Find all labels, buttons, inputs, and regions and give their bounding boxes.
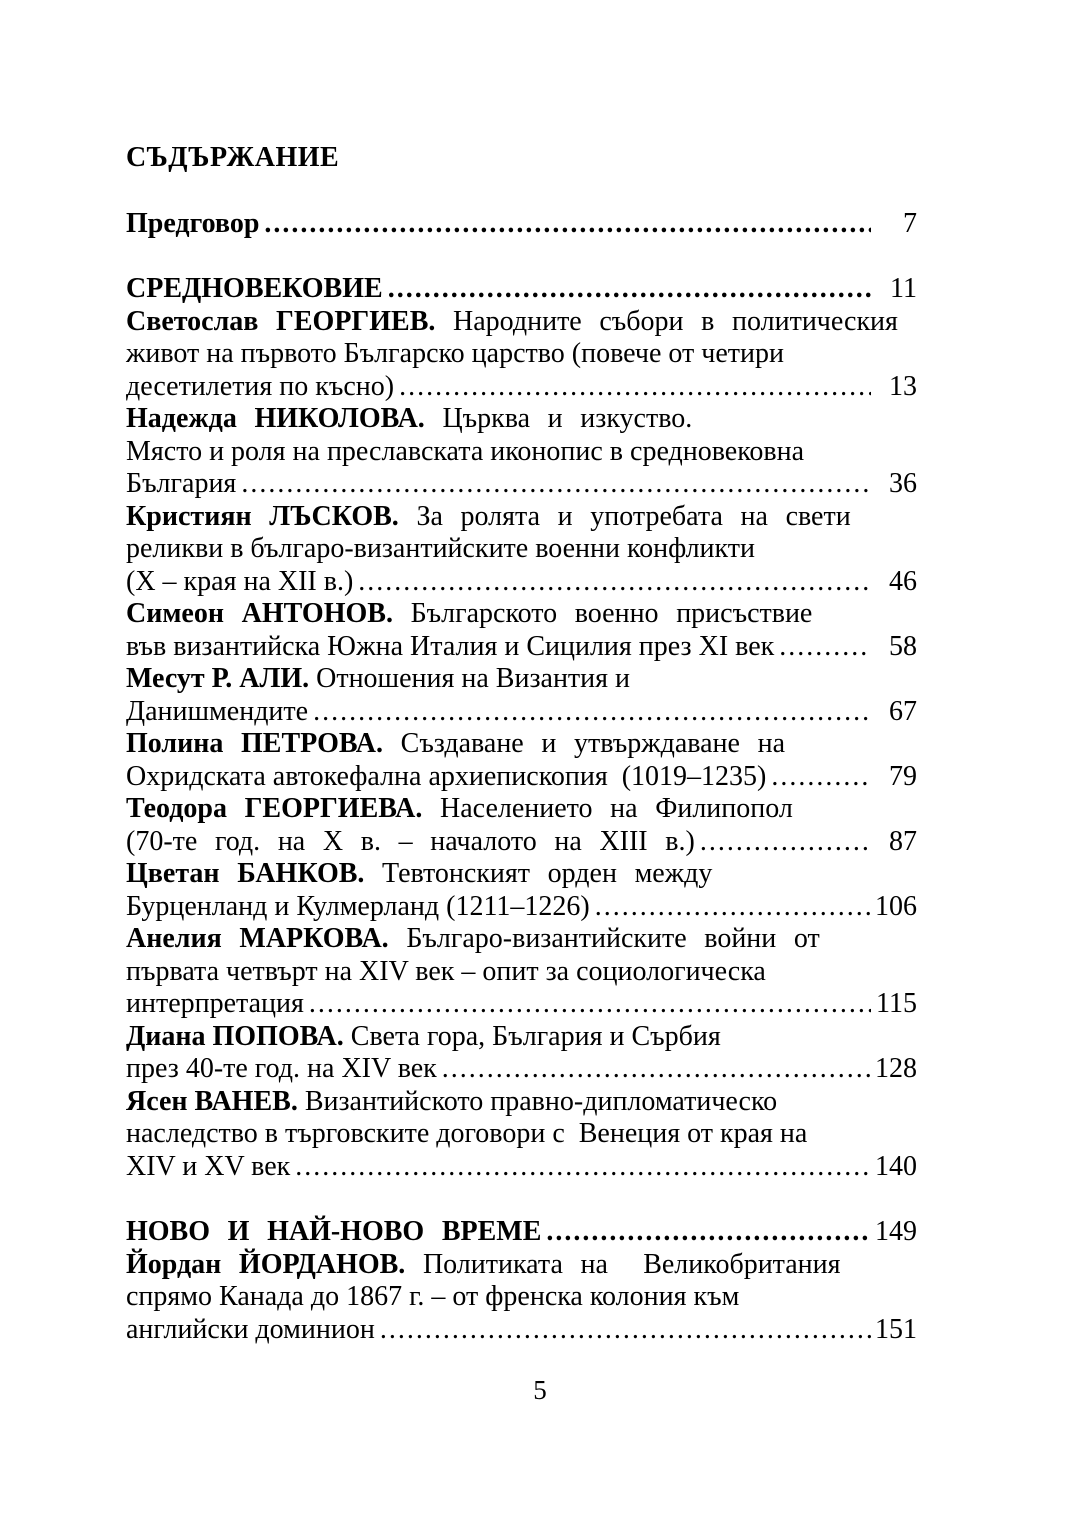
toc-line: [126, 631, 917, 664]
toc-page-number: 140: [875, 1150, 917, 1182]
toc-line-text: За ролята и употребата на свети: [398, 500, 851, 532]
toc-article-row: [126, 1086, 917, 1184]
toc-line: [126, 273, 917, 306]
toc-section-row: [126, 208, 917, 241]
toc-page-number: 79: [889, 760, 917, 792]
dot-leader: [399, 371, 871, 404]
page-title: СЪДЪРЖАНИЕ: [126, 142, 340, 173]
toc-line: [126, 1053, 917, 1086]
toc-article-row: [126, 923, 917, 1021]
toc-line: [126, 891, 917, 924]
toc-line-text: Бурценланд и Кулмерланд (1211–1226): [126, 890, 590, 922]
toc-line: [126, 306, 917, 339]
dot-leader: [700, 826, 871, 859]
toc-author-name: Анелия МАРКОВА.: [126, 923, 389, 954]
toc-line: [126, 1086, 917, 1119]
toc-line-text: Света гора, България и Сърбия: [343, 1020, 721, 1052]
dot-leader: [380, 1314, 871, 1347]
toc-page-number: 115: [876, 988, 917, 1019]
dot-leader: [264, 208, 871, 241]
toc-line-text: (X – края на XII в.): [126, 565, 354, 597]
toc-article-row: [126, 858, 917, 923]
dot-leader: [595, 891, 871, 924]
dot-leader: [295, 1151, 871, 1184]
toc-article-row: [126, 728, 917, 793]
toc-line-text: Населението на Филипопол: [422, 793, 793, 824]
dot-leader: [241, 468, 871, 501]
toc-section-label: НОВО И НАЙ-НОВО ВРЕМЕ: [126, 1216, 542, 1247]
toc-line-text: Охридската автокефална архиепископия (1019–1235): [126, 760, 767, 792]
toc-line-text: английски доминион: [126, 1313, 375, 1345]
toc-line: [126, 1021, 917, 1054]
dot-leader: [779, 631, 871, 664]
toc-line: [126, 566, 917, 599]
toc-content: [126, 142, 917, 1346]
toc-author-name: Йордан ЙОРДАНОВ.: [126, 1248, 406, 1280]
dot-leader: [442, 1053, 871, 1086]
toc-line: [126, 923, 917, 956]
toc-author-name: Симеон АНТОНОВ.: [126, 598, 393, 629]
toc-line-text: Тевтонският орден между: [364, 858, 713, 889]
toc-author-name: Диана ПОПОВА.: [126, 1020, 344, 1052]
toc-article-row: [126, 501, 917, 599]
toc-line: [126, 403, 917, 436]
toc-line: [126, 1281, 917, 1314]
toc-page-number: 36: [889, 468, 917, 499]
toc-line-text: Народните събори в политическия: [435, 305, 898, 337]
toc-line: [126, 761, 917, 794]
toc-section-label: Предговор: [126, 207, 260, 239]
toc-page-number: 67: [889, 695, 917, 727]
toc-article-row: [126, 403, 917, 501]
toc-author-name: Цветан БАНКОВ.: [126, 858, 365, 889]
toc-author-name: Полина ПЕТРОВА.: [126, 728, 384, 759]
toc-line: [126, 793, 917, 826]
toc-page-number: 106: [875, 890, 917, 922]
toc-line-text: XIV и XV век: [126, 1150, 291, 1182]
dot-leader: [358, 566, 871, 599]
toc-line: [126, 338, 917, 371]
page-footer-number: 5: [533, 1375, 547, 1405]
toc-line-text: през 40-те год. на XIV век: [126, 1053, 437, 1084]
toc-line: [126, 663, 917, 696]
toc-line: [126, 826, 917, 859]
toc-line: [126, 728, 917, 761]
toc-line-text: реликви в българо-византийските военни конфликти: [126, 533, 755, 564]
toc-line: [126, 501, 917, 534]
toc-page-number: 151: [875, 1313, 917, 1345]
toc-page-number: 149: [875, 1216, 917, 1247]
toc-line-text: Място и роля на преславската иконопис в средновековна: [126, 435, 805, 467]
toc-line: [126, 988, 917, 1021]
toc-line: [126, 436, 917, 469]
toc-page-number: 87: [889, 825, 917, 857]
toc-line: [126, 533, 917, 566]
toc-section-row: [126, 1216, 917, 1249]
toc-line: [126, 208, 917, 241]
toc-line-text: Създаване и утвърждаване на: [383, 728, 785, 759]
toc-author-name: Месут Р. АЛИ.: [126, 663, 310, 694]
toc-line-text: (70-те год. на X в. – началото на XIII в.): [126, 825, 695, 857]
toc-article-row: [126, 793, 917, 858]
toc-line: [126, 1151, 917, 1184]
toc-author-name: Ясен ВАНЕВ.: [126, 1085, 298, 1117]
toc-line: [126, 468, 917, 501]
toc-author-name: Надежда НИКОЛОВА.: [126, 403, 425, 434]
toc-line: [126, 1249, 917, 1282]
toc-article-row: [126, 1249, 917, 1347]
toc-article-row: [126, 1021, 917, 1086]
toc-author-name: Кристиян ЛЪСКОВ.: [126, 500, 399, 532]
toc-line-text: спрямо Канада до 1867 г. – от френска колония към: [126, 1281, 740, 1312]
toc-page-number: 128: [875, 1053, 917, 1084]
toc-line-text: България: [126, 468, 237, 499]
toc-author-name: Теодора ГЕОРГИЕВА.: [126, 793, 423, 824]
toc-list: [126, 208, 917, 1347]
toc-line: [126, 858, 917, 891]
dot-leader: [388, 273, 871, 306]
toc-line: [126, 371, 917, 404]
toc-line: [126, 956, 917, 989]
toc-line: [126, 1216, 917, 1249]
toc-section-label: СРЕДНОВЕКОВИЕ: [126, 273, 383, 304]
toc-line-text: Българското военно присъствие: [392, 598, 813, 629]
toc-line: [126, 1314, 917, 1347]
toc-line-text: интерпретация: [126, 988, 304, 1019]
toc-section-row: [126, 273, 917, 306]
toc-line-text: Византийското правно-дипломатическо: [297, 1085, 778, 1117]
toc-line-text: наследство в търговските договори с Венеция от края на: [126, 1118, 808, 1149]
dot-leader: [546, 1216, 871, 1249]
toc-line-text: Данишмендите: [126, 695, 309, 727]
toc-article-row: [126, 663, 917, 728]
toc-page-number: 58: [889, 630, 917, 662]
toc-author-name: Светослав ГЕОРГИЕВ.: [126, 305, 436, 337]
dot-leader: [313, 696, 871, 729]
toc-page-number: 7: [903, 207, 917, 239]
toc-page-number: 46: [889, 565, 917, 597]
dot-leader: [309, 988, 871, 1021]
toc-line-text: Църква и изкуство.: [424, 403, 693, 434]
toc-page-number: 13: [889, 370, 917, 402]
toc-page-number: 11: [890, 273, 917, 304]
toc-line-text: първата четвърт на XIV век – опит за социологическа: [126, 955, 766, 987]
toc-line: [126, 1118, 917, 1151]
toc-article-row: [126, 306, 917, 404]
toc-line-text: живот на първото Българско царство (повече от четири: [126, 338, 784, 369]
toc-line-text: Политиката на Великобритания: [405, 1248, 841, 1280]
toc-line-text: във византийска Южна Италия и Сицилия през XI век: [126, 630, 775, 662]
toc-article-row: [126, 598, 917, 663]
toc-line-text: Отношения на Византия и: [309, 663, 631, 694]
toc-line-text: десетилетия по късно): [126, 370, 395, 402]
toc-line: [126, 598, 917, 631]
toc-line: [126, 696, 917, 729]
dot-leader: [771, 761, 871, 794]
toc-line-text: Българо-византийските войни от: [388, 923, 820, 954]
